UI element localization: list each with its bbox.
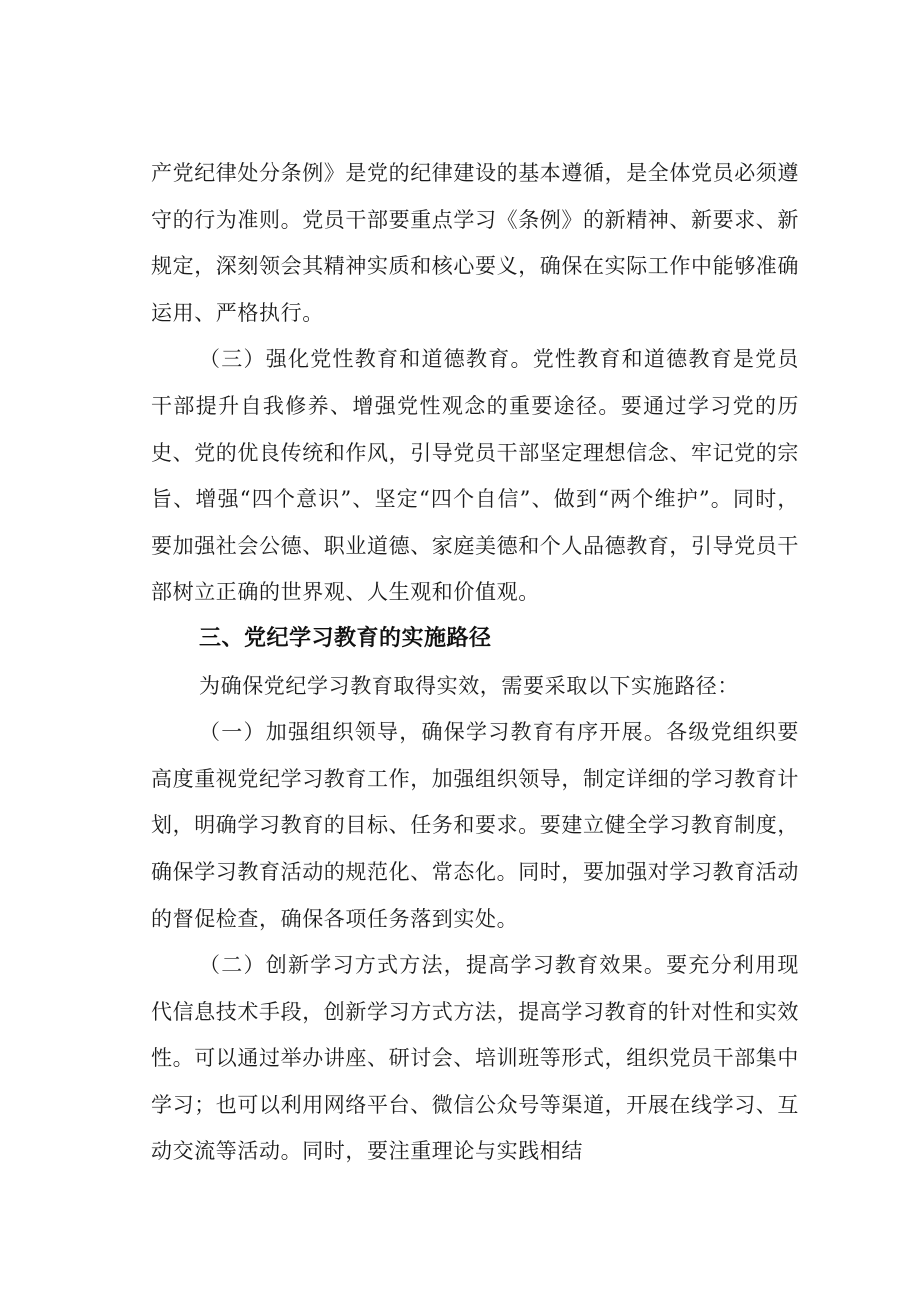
paragraph-discipline-regulations: 产党纪律处分条例》是党的纪律建设的基本遵循，是全体党员必须遵守的行为准则。党员干部要重点学习《条例》的新精神、新要求、新规定，深刻领会其精神实质和核心要义，确保在实际工作中能够准确运用、严格执行。 [151,161,799,325]
section-heading-implementation-path: 三、党纪学习教育的实施路径 [199,625,492,651]
paragraph-organizational-leadership: （一）加强组织领导，确保学习教育有序开展。各级党组织要高度重视党纪学习教育工作，加强组织领导，制定详细的学习教育计划，明确学习教育的目标、任务和要求。要建立健全学习教育制度，确保学习教育活动的规范化、常态化。同时，要加强对学习教育活动的督促检查，确保各项任务落到实处。 [151,720,799,931]
paragraph-implementation-intro: 为确保党纪学习教育取得实效，需要采取以下实施路径： [199,673,739,698]
document-body [151,150,799,1175]
paragraph-party-moral-education: （三）强化党性教育和道德教育。党性教育和道德教育是党员干部提升自我修养、增强党性观念的重要途径。要通过学习党的历史、党的优良传统和作风，引导党员干部坚定理想信念、牢记党的宗旨、增强“四个意识”、坚定“四个自信”、做到“两个维护”。同时，要加强社会公德、职业道德、家庭美德和个人品德教育，引导党员干部树立正确的世界观、人生观和价值观。 [151,347,799,605]
paragraph-innovative-learning-methods: （二）创新学习方式方法，提高学习教育效果。要充分利用现代信息技术手段，创新学习方式方法，提高学习教育的针对性和实效性。可以通过举办讲座、研讨会、培训班等形式，组织党员干部集中学习；也可以利用网络平台、微信公众号等渠道，开展在线学习、互动交流等活动。同时，要注重理论与实践相结 [151,953,799,1164]
